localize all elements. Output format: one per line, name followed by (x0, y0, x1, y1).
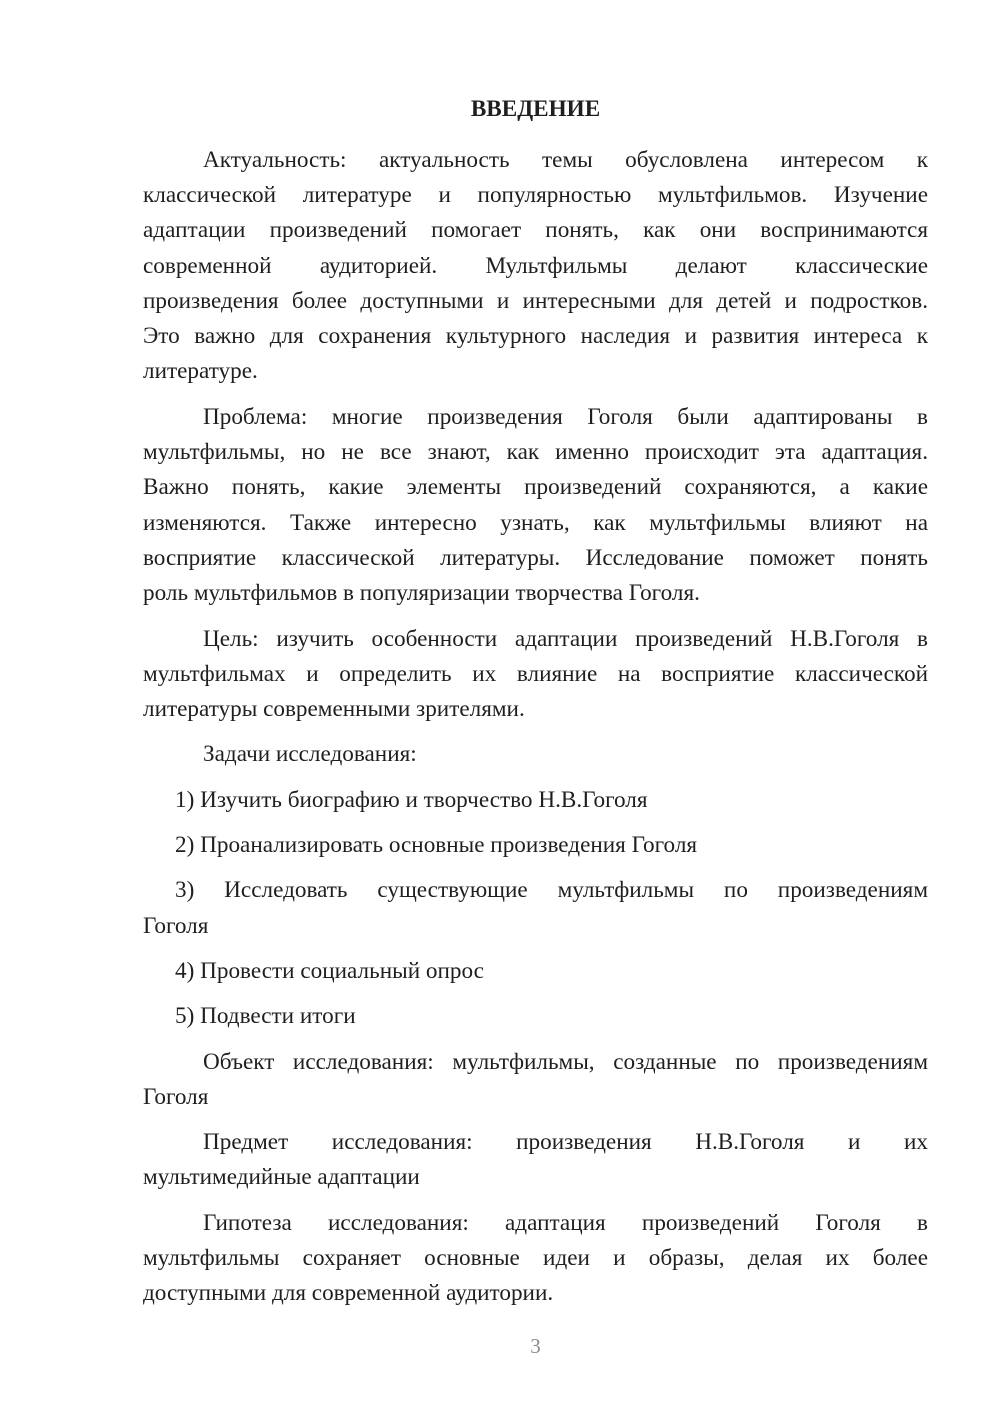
text-line: роль мультфильмов в популяризации творчества Гоголя. (143, 580, 700, 607)
paragraph-problem (143, 400, 928, 612)
task-item (143, 783, 928, 818)
text-line: восприятие классической литературы. Исследование поможет понять (143, 544, 928, 571)
text-line: мультфильмах и определить их влияние на восприятие классической (143, 660, 928, 687)
paragraph-object (143, 1045, 928, 1116)
text-line: 3) Исследовать существующие мультфильмы по произведениям (175, 877, 928, 904)
text-line: 4) Провести социальный опрос (175, 957, 484, 984)
text-line: изменяются. Также интересно узнать, как мультфильмы влияют на (143, 509, 928, 536)
section-heading: ВВЕДЕНИЕ (470, 96, 601, 122)
paragraph-subject (143, 1125, 928, 1196)
paragraph-hypothesis (143, 1206, 928, 1312)
text-line: Проблема: многие произведения Гоголя были адаптированы в (203, 403, 928, 430)
text-line: Важно понять, какие элементы произведений сохраняются, а какие (143, 474, 928, 501)
text-line: современной аудиторией. Мультфильмы делают классические (143, 252, 928, 279)
task-item (143, 954, 928, 989)
text-line: Задачи исследования: (203, 741, 417, 768)
tasks-title (143, 737, 928, 772)
text-line: Актуальность: актуальность темы обусловлена интересом к (203, 146, 928, 173)
tasks-section (143, 737, 928, 1034)
page-content (143, 92, 928, 1312)
text-line: Это важно для сохранения культурного наследия и развития интереса к (143, 323, 928, 350)
text-line: мультфильмы сохраняет основные идеи и образы, делая их более (143, 1245, 928, 1271)
text-line: Предмет исследования: произведения Н.В.Гоголя и их (203, 1129, 928, 1156)
text-line: 5) Подвести итоги (175, 1003, 356, 1030)
text-line: доступными для современной аудитории. (143, 1280, 554, 1307)
text-line: 1) Изучить биографию и творчество Н.В.Гоголя (175, 786, 648, 813)
page-number: 3 (530, 1334, 541, 1358)
text-line: литературе. (143, 358, 258, 385)
text-line: произведения более доступными и интересными для детей и подростков. (143, 287, 928, 314)
text-line: адаптации произведений помогает понять, как они воспринимаются (143, 217, 928, 244)
text-line: Гоголя (143, 1083, 209, 1110)
task-item (143, 999, 928, 1034)
text-line: литературы современными зрителями. (143, 696, 525, 723)
text-line: Объект исследования: мультфильмы, созданные по произведениям (203, 1048, 928, 1075)
task-item (143, 873, 928, 944)
text-line: мультимедийные адаптации (143, 1164, 420, 1191)
paragraph-goal (143, 622, 928, 728)
task-item (143, 828, 928, 863)
paragraph-actuality (143, 143, 928, 390)
text-line: 2) Проанализировать основные произведения Гоголя (175, 832, 698, 859)
text-line: мультфильмы, но не все знают, как именно происходит эта адаптация. (143, 439, 928, 466)
text-line: Гипотеза исследования: адаптация произведений Гоголя в (203, 1209, 928, 1236)
text-line: классической литературе и популярностью мультфильмов. Изучение (143, 181, 928, 208)
text-line: Цель: изучить особенности адаптации произведений Н.В.Гоголя в (203, 625, 928, 652)
text-line: Гоголя (143, 912, 209, 939)
